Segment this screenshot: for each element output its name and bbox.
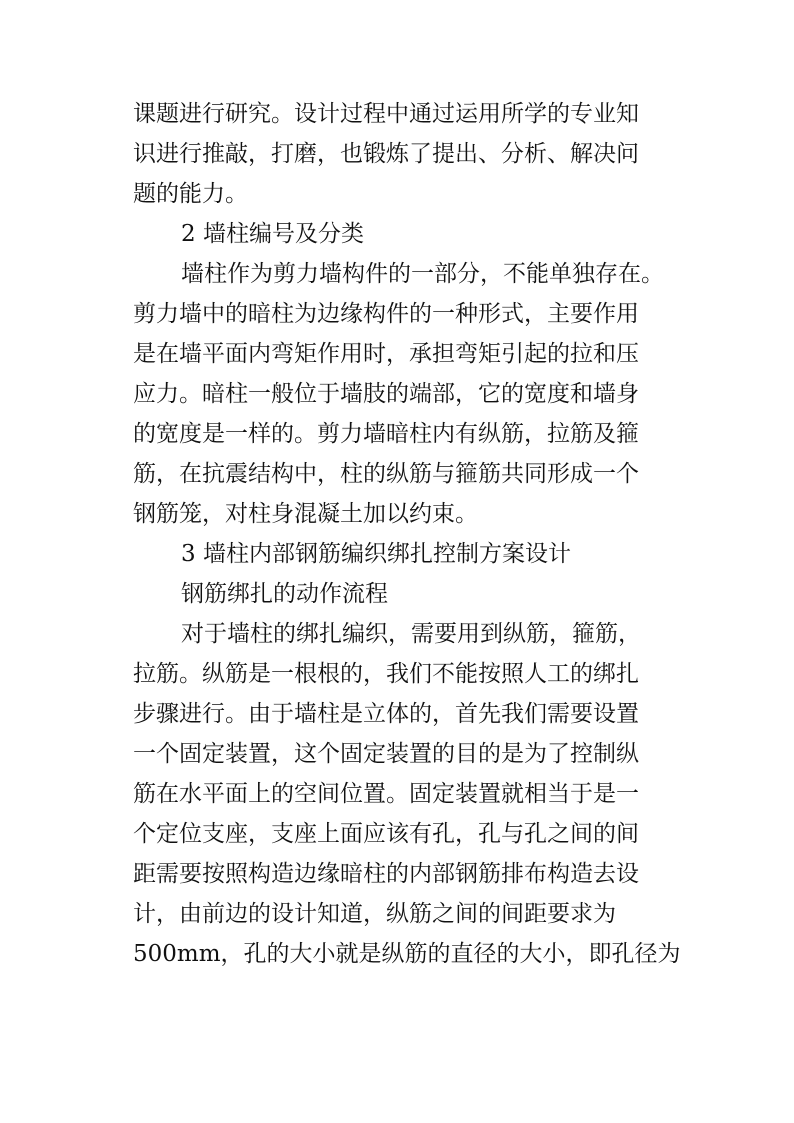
paragraph-line: 墙柱作为剪力墙构件的一部分，不能单独存在。 — [181, 261, 664, 287]
paragraph-line: 500mm，孔的大小就是纵筋的直径的大小，即孔径为 — [133, 941, 681, 967]
paragraph-line: 题的能力。 — [133, 181, 248, 207]
paragraph-line: 拉筋。纵筋是一根根的，我们不能按照人工的绑扎 — [133, 661, 639, 687]
paragraph-line: 步骤进行。由于墙柱是立体的，首先我们需要设置 — [133, 701, 639, 727]
paragraph-line: 课题进行研究。设计过程中通过运用所学的专业知 — [133, 101, 639, 127]
paragraph-line: 是在墙平面内弯矩作用时，承担弯矩引起的拉和压 — [133, 341, 639, 367]
paragraph-line: 个定位支座，支座上面应该有孔，孔与孔之间的间 — [133, 821, 639, 847]
paragraph-line: 一个固定装置，这个固定装置的目的是为了控制纵 — [133, 741, 639, 767]
paragraph-line: 计，由前边的设计知道，纵筋之间的间距要求为 — [133, 901, 616, 927]
paragraph-line: 钢筋笼，对柱身混凝土加以约束。 — [133, 501, 478, 527]
section-heading: 3 墙柱内部钢筋编织绑扎控制方案设计 — [181, 541, 571, 567]
subsection-heading: 钢筋绑扎的动作流程 — [181, 581, 388, 607]
paragraph-line: 筋，在抗震结构中，柱的纵筋与箍筋共同形成一个 — [133, 461, 639, 487]
paragraph-line: 应力。暗柱一般位于墙肢的端部，它的宽度和墙身 — [133, 381, 639, 407]
paragraph-line: 距需要按照构造边缘暗柱的内部钢筋排布构造去设 — [133, 861, 639, 887]
paragraph-line: 识进行推敲，打磨，也锻炼了提出、分析、解决问 — [133, 141, 639, 167]
paragraph-line: 的宽度是一样的。剪力墙暗柱内有纵筋，拉筋及箍 — [133, 421, 639, 447]
paragraph-line: 筋在水平面上的空间位置。固定装置就相当于是一 — [133, 781, 639, 807]
paragraph-line: 对于墙柱的绑扎编织，需要用到纵筋，箍筋， — [181, 621, 641, 647]
section-heading: 2 墙柱编号及分类 — [181, 221, 364, 247]
paragraph-line: 剪力墙中的暗柱为边缘构件的一种形式，主要作用 — [133, 301, 639, 327]
